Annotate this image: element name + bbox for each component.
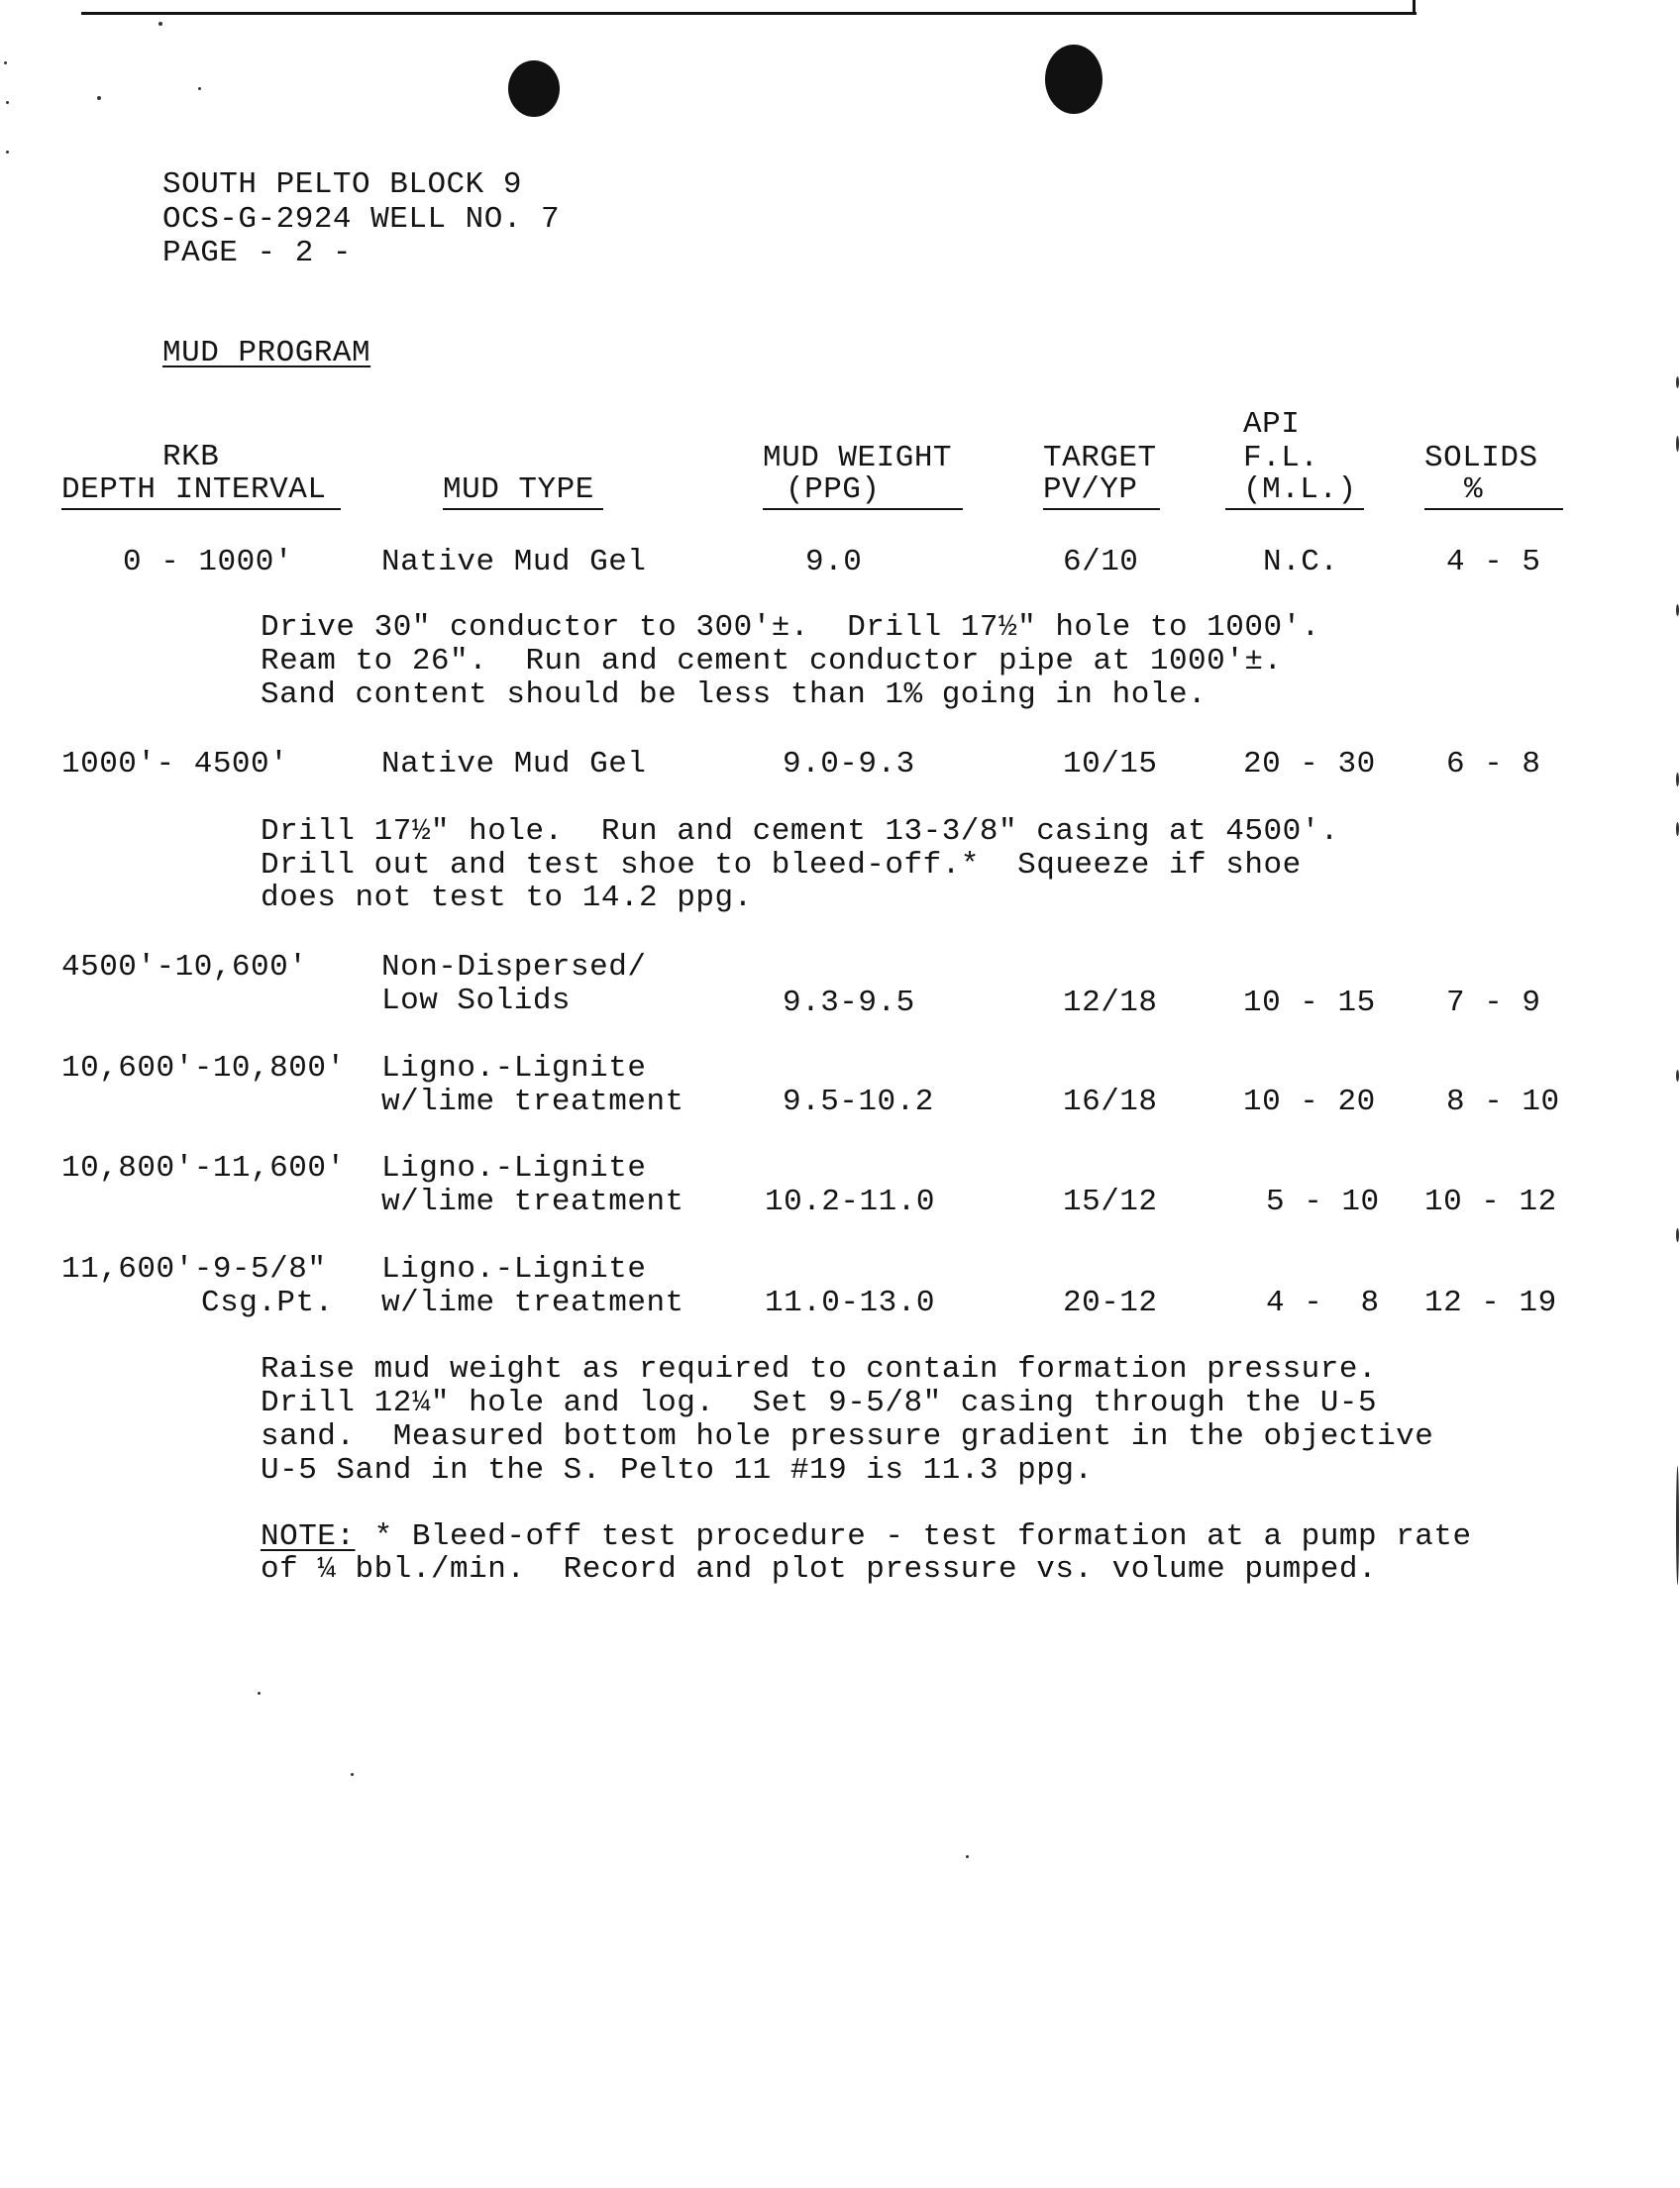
row-mud-type: w/lime treatment — [381, 1085, 684, 1119]
punch-hole-left — [508, 60, 560, 117]
row-pv-yp: 16/18 — [1063, 1085, 1158, 1119]
row-depth: 11,600'-9-5/8" — [61, 1252, 327, 1287]
row-mud-weight: 9.5-10.2 — [783, 1085, 934, 1119]
scan-speck — [198, 87, 201, 90]
row-note-line: U-5 Sand in the S. Pelto 11 #19 is 11.3 ppg. — [261, 1453, 1094, 1488]
row-note-line: does not test to 14.2 ppg. — [261, 881, 753, 915]
scan-speck — [1676, 1070, 1679, 1082]
row-note-line: Drive 30" conductor to 300'±. Drill 17½" hole to 1000'. — [261, 610, 1320, 645]
scan-speck — [1676, 604, 1679, 616]
footnote-line-2: of ¼ bbl./min. Record and plot pressure vs. volume pumped. — [261, 1552, 1378, 1587]
row-solids: 6 - 8 — [1446, 747, 1541, 781]
scan-speck — [1676, 773, 1679, 786]
row-pv-yp: 20-12 — [1063, 1286, 1158, 1320]
row-api: 20 - 30 — [1243, 747, 1376, 781]
scan-speck — [6, 151, 9, 154]
scan-speck — [4, 61, 7, 64]
scan-speck — [351, 1773, 354, 1776]
row-note-line: Ream to 26". Run and cement conductor pipe at 1000'±. — [261, 644, 1283, 678]
header-underline — [61, 508, 341, 510]
header-page-number: PAGE - 2 - — [162, 236, 353, 270]
header-title: SOUTH PELTO BLOCK 9 — [162, 167, 522, 202]
row-solids: 12 - 19 — [1424, 1286, 1557, 1320]
row-depth: 4500'-10,600' — [61, 950, 308, 985]
col-header-ml: (M.L.) — [1243, 472, 1357, 507]
scan-speck — [1676, 822, 1679, 836]
header-underline — [1424, 508, 1563, 510]
top-border-line — [81, 12, 1417, 15]
scan-speck — [97, 96, 101, 100]
row-solids: 10 - 12 — [1424, 1185, 1557, 1219]
col-header-mud-weight: MUD WEIGHT — [763, 441, 953, 475]
scan-speck — [1676, 1466, 1679, 1585]
scan-speck — [1676, 1228, 1679, 1242]
scan-speck — [966, 1855, 969, 1858]
section-title: MUD PROGRAM — [162, 336, 371, 370]
row-mud-type: Low Solids — [381, 984, 572, 1018]
row-solids: 8 - 10 — [1446, 1085, 1560, 1119]
row-note-line: Raise mud weight as required to contain formation pressure. — [261, 1352, 1378, 1387]
row-mud-weight: 9.0 — [805, 545, 863, 579]
header-underline — [1225, 508, 1364, 510]
row-mud-weight: 11.0-13.0 — [765, 1286, 935, 1320]
row-mud-type: w/lime treatment — [381, 1185, 684, 1219]
footnote-label: NOTE: — [261, 1519, 356, 1554]
row-api: 10 - 20 — [1243, 1085, 1376, 1119]
row-api: N.C. — [1263, 545, 1339, 579]
row-mud-type: Ligno.-Lignite — [381, 1151, 647, 1186]
row-api: 5 - 10 — [1266, 1185, 1380, 1219]
row-mud-weight: 9.3-9.5 — [783, 986, 915, 1020]
row-note-line: Drill 17½" hole. Run and cement 13-3/8" casing at 4500'. — [261, 814, 1339, 849]
row-depth: 1000'- 4500' — [61, 747, 289, 781]
row-pv-yp: 15/12 — [1063, 1185, 1158, 1219]
col-header-api: API — [1243, 407, 1301, 442]
header-underline — [443, 508, 603, 510]
col-header-ppg: (PPG) — [786, 472, 881, 507]
row-mud-type: Ligno.-Lignite — [381, 1252, 647, 1287]
row-mud-type: Native Mud Gel — [381, 545, 647, 579]
col-header-mud-type: MUD TYPE — [443, 472, 594, 507]
row-mud-type: w/lime treatment — [381, 1286, 684, 1320]
row-depth: 0 - 1000' — [123, 545, 293, 579]
scan-speck — [1676, 376, 1679, 388]
row-api: 4 - 8 — [1266, 1286, 1380, 1320]
row-note-line: sand. Measured bottom hole pressure gradient in the objective — [261, 1419, 1434, 1454]
scan-speck — [258, 1692, 261, 1695]
col-header-solids-pct: % — [1464, 472, 1484, 507]
scan-speck — [158, 22, 162, 26]
row-api: 10 - 15 — [1243, 986, 1376, 1020]
col-header-api-fl: F.L. — [1243, 441, 1319, 475]
row-depth: 10,600'-10,800' — [61, 1051, 346, 1086]
row-mud-weight: 9.0-9.3 — [783, 747, 915, 781]
scan-speck — [1676, 436, 1679, 452]
punch-hole-right — [1045, 45, 1102, 114]
row-pv-yp: 12/18 — [1063, 986, 1158, 1020]
row-solids: 7 - 9 — [1446, 986, 1541, 1020]
row-mud-weight: 10.2-11.0 — [765, 1185, 935, 1219]
row-mud-type: Non-Dispersed/ — [381, 950, 647, 985]
col-header-target: TARGET — [1043, 441, 1157, 475]
col-header-rkb: RKB — [162, 440, 220, 474]
col-header-solids: SOLIDS — [1424, 441, 1538, 475]
col-header-pv-yp: PV/YP — [1043, 472, 1138, 507]
row-depth: Csg.Pt. — [201, 1286, 334, 1320]
row-depth: 10,800'-11,600' — [61, 1151, 346, 1186]
header-lease-well: OCS-G-2924 WELL NO. 7 — [162, 202, 561, 237]
row-note-line: Drill 12¼" hole and log. Set 9-5/8" casing through the U-5 — [261, 1386, 1378, 1420]
top-border-tick — [1413, 0, 1416, 14]
footnote-text: * Bleed-off test procedure - test formation at a pump rate — [355, 1519, 1472, 1554]
row-pv-yp: 10/15 — [1063, 747, 1158, 781]
footnote-line-1 — [261, 1520, 1472, 1554]
col-header-depth-interval: DEPTH INTERVAL — [61, 472, 327, 507]
row-note-line: Drill out and test shoe to bleed-off.* Squeeze if shoe — [261, 848, 1302, 883]
header-underline — [763, 508, 963, 510]
scan-speck — [6, 101, 9, 104]
header-underline — [1043, 508, 1160, 510]
row-pv-yp: 6/10 — [1063, 545, 1139, 579]
row-mud-type: Ligno.-Lignite — [381, 1051, 647, 1086]
row-note-line: Sand content should be less than 1% going in hole. — [261, 677, 1208, 712]
row-solids: 4 - 5 — [1446, 545, 1541, 579]
row-mud-type: Native Mud Gel — [381, 747, 647, 781]
